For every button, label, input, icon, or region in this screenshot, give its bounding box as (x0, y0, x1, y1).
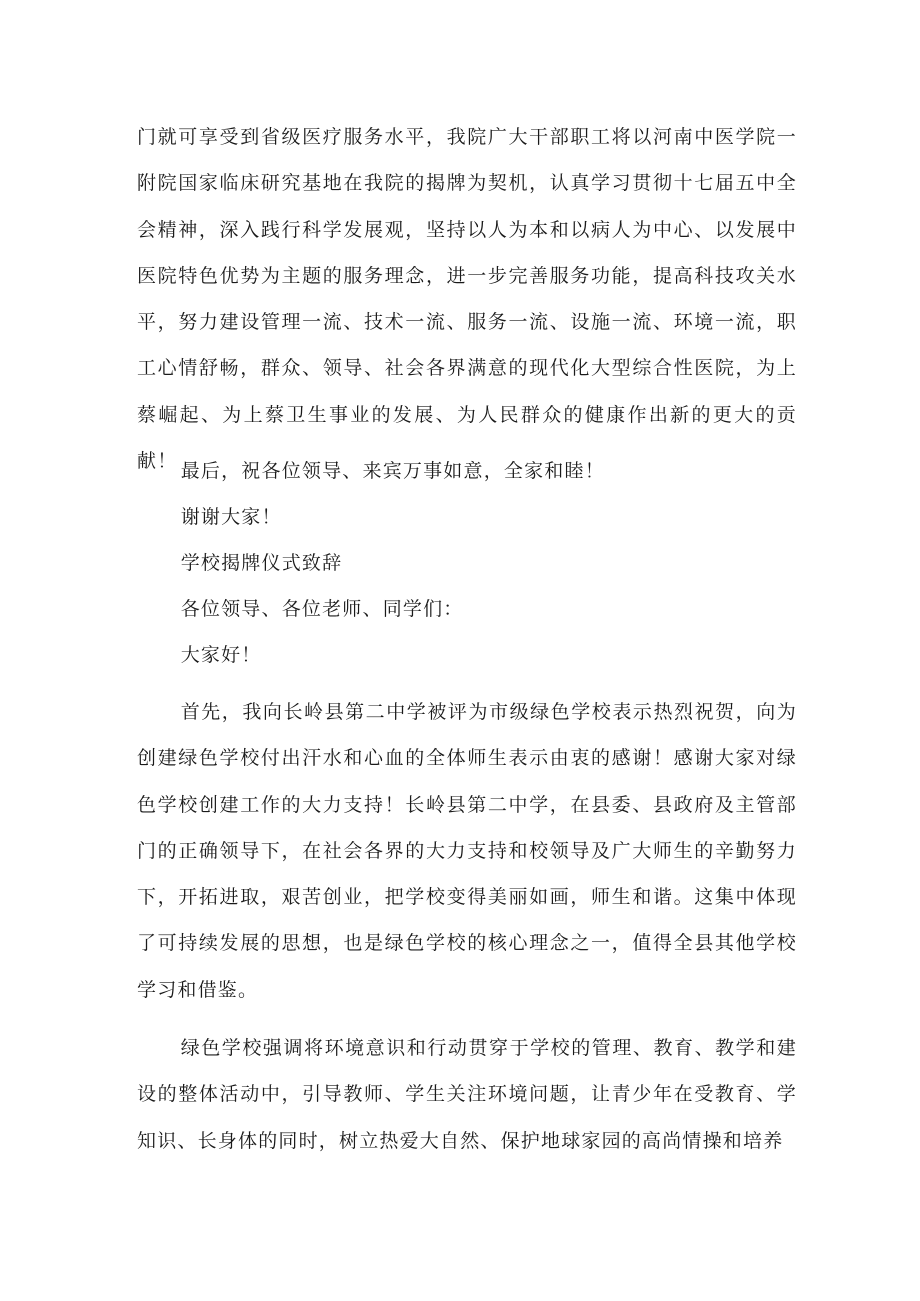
speech-title: 学校揭牌仪式致辞 (180, 552, 343, 574)
paragraph-hospital-closing: 门就可享受到省级医疗服务水平，我院广大干部职工将以河南中医学院一附院国家临床研究基地在我院的揭牌为契机，认真学习贯彻十七届五中全会精神，深入践行科学发展观，坚持以人为本和以病人为中心、以发展中医院特色优势为主题的服务理念，进一步完善服务功能，提高科技攻关水平，努力建设管理一流、技术一流、服务一流、设施一流、环境一流，职工心情舒畅，群众、领导、社会各界满意的现代化大型综合性医院，为上蔡崛起、为上蔡卫生事业的发展、为人民群众的健康作出新的更大的贡献！ (137, 126, 797, 473)
salutation: 各位领导、各位老师、同学们： (180, 598, 464, 620)
paragraph-thanks: 谢谢大家！ (180, 506, 282, 528)
paragraph-green-school: 绿色学校强调将环境意识和行动贯穿于学校的管理、教育、教学和建设的整体活动中，引导教师、学生关注环境问题，让青少年在受教育、学知识、长身体的同时，树立热爱大自然、保护地球家园的高尚情操和培养 (137, 1037, 797, 1152)
greeting: 大家好！ (180, 644, 262, 666)
paragraph-best-wishes: 最后，祝各位领导、来宾万事如意，全家和睦！ (180, 460, 605, 482)
paragraph-congratulations: 首先，我向长岭县第二中学被评为市级绿色学校表示热烈祝贺，向为创建绿色学校付出汗水和心血的全体师生表示由衷的感谢！感谢大家对绿色学校创建工作的大力支持！长岭县第二中学，在县委、县政府及主管部门的正确领导下，在社会各界的大力支持和校领导及广大师生的辛勤努力下，开拓进取，艰苦创业，把学校变得美丽如画，师生和谐。这集中体现了可持续发展的思想，也是绿色学校的核心理念之一，值得全县其他学校学习和借鉴。 (137, 701, 797, 1001)
